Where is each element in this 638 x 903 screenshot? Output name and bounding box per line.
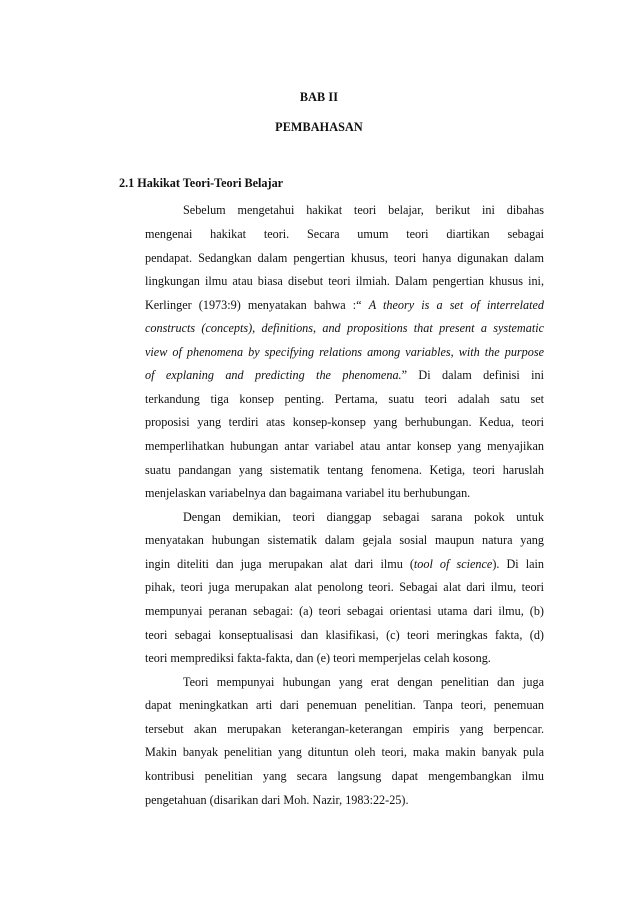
quote-line — [145, 345, 544, 359]
quote-text: A theory is a set of interrelated — [368, 298, 545, 312]
paragraph-1-line: memperlihatkan hubungan antar variabel atau antar konsep yang menyajikan — [145, 439, 544, 453]
paragraph-1-line: menjelaskan variabelnya dan bagaimana variabel itu berhubungan. — [145, 486, 471, 500]
paragraph-1-line: proposisi yang terdiri atas konsep-konsep yang berhubungan. Kedua, teori — [145, 415, 544, 429]
paragraph-2-line — [145, 557, 544, 571]
chapter-title: PEMBAHASAN — [275, 120, 363, 134]
paragraph-3-line: Teori mempunyai hubungan yang erat dengan penelitian dan juga — [183, 675, 544, 689]
paragraph-2-line: menyatakan hubungan sistematik dalam gejala sosial maupun natura yang — [145, 533, 544, 547]
paragraph-text: ). Di lain — [492, 557, 544, 571]
paragraph-1-line: terkandung tiga konsep penting. Pertama, suatu teori adalah satu set — [145, 392, 544, 406]
citation-intro: Kerlinger (1973:9) menyatakan bahwa :“ — [145, 298, 362, 312]
paragraph-1-line: mengenai hakikat teori. Secara umum teori diartikan sebagai — [145, 227, 544, 241]
paragraph-1-line: Sebelum mengetahui hakikat teori belajar, berikut ini dibahas — [183, 203, 544, 217]
paragraph-3-line: pengetahuan (disarikan dari Moh. Nazir, 1983:22-25). — [145, 793, 409, 807]
paragraph-1-line: pendapat. Sedangkan dalam pengertian khusus, teori hanya digunakan dalam — [145, 251, 544, 265]
italic-term: tool of science — [413, 557, 493, 571]
paragraph-3-line: kontribusi penelitian yang secara langsung dapat mengembangkan ilmu — [145, 769, 544, 783]
quote-line — [145, 321, 544, 335]
paragraph-2-line: teori sebagai konseptualisasi dan klasifikasi, (c) teori meringkas fakta, (d) — [145, 628, 544, 642]
chapter-label: BAB II — [299, 90, 339, 104]
paragraph-3-line: Makin banyak penelitian yang dituntun oleh teori, maka makin banyak pula — [145, 745, 544, 759]
quote-text: view of phenomena by specifying relations among variables, with the purpose — [145, 345, 544, 359]
paragraph-text: ” Di dalam definisi ini — [401, 368, 544, 382]
paragraph-2-line: Dengan demikian, teori dianggap sebagai sarana pokok untuk — [183, 510, 544, 524]
section-title: 2.1 Hakikat Teori-Teori Belajar — [119, 176, 284, 190]
paragraph-text: ingin diteliti dan juga merupakan alat dari ilmu ( — [145, 557, 414, 571]
paragraph-1-line — [145, 368, 544, 382]
paragraph-3-line: tersebut akan merupakan keterangan-keterangan empiris yang berpencar. — [145, 722, 544, 736]
paragraph-3-line: dapat meningkatkan arti dari penemuan penelitian. Tanpa teori, penemuan — [145, 698, 544, 712]
quote-text: constructs (concepts), definitions, and propositions that present a systematic — [145, 321, 544, 335]
quote-text: of explaning and predicting the phenomena. — [145, 368, 402, 382]
paragraph-1-line: suatu pandangan yang sistematik tentang fenomena. Ketiga, teori haruslah — [145, 463, 544, 477]
paragraph-2-line: teori memprediksi fakta-fakta, dan (e) teori memperjelas celah kosong. — [145, 651, 491, 665]
paragraph-2-line: mempunyai peranan sebagai: (a) teori sebagai orientasi utama dari ilmu, (b) — [145, 604, 544, 618]
paragraph-1-line — [145, 298, 544, 312]
paragraph-1-line: lingkungan ilmu atau biasa disebut teori ilmiah. Dalam pengertian khusus ini, — [145, 274, 544, 288]
paragraph-2-line: pihak, teori juga merupakan alat penolong teori. Sebagai alat dari ilmu, teori — [145, 580, 544, 594]
